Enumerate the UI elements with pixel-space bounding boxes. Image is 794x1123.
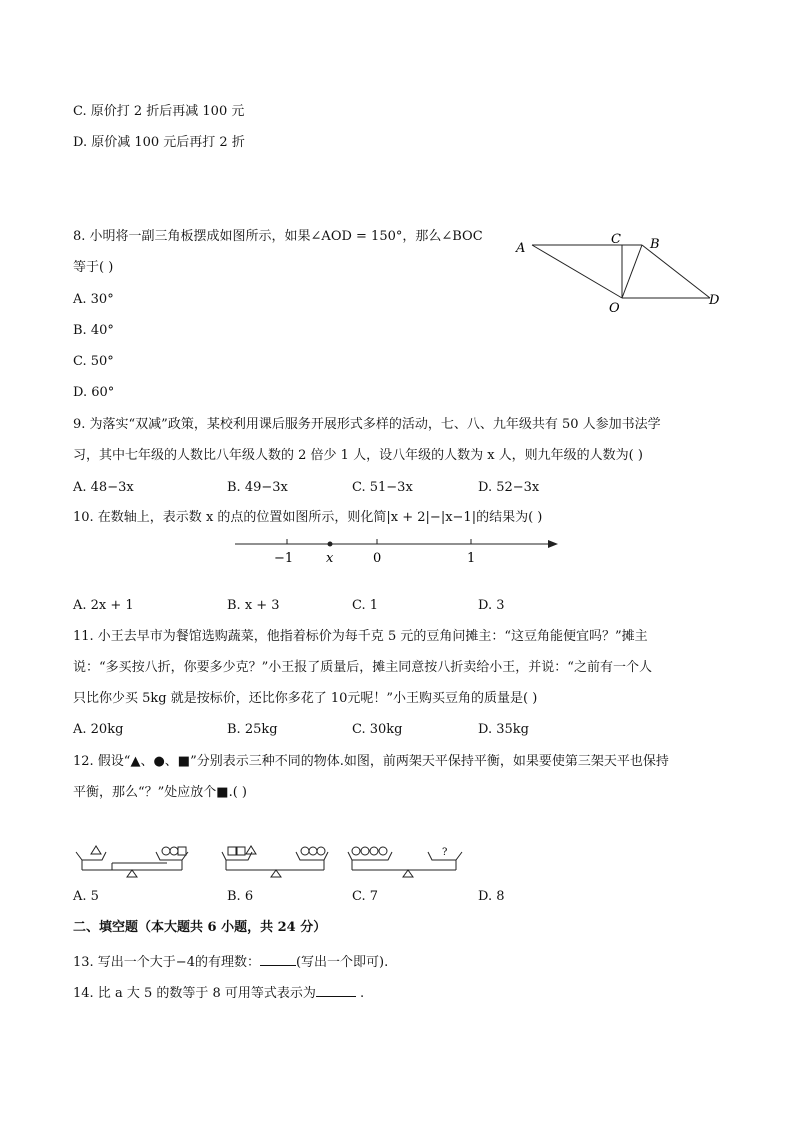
circle-object: [317, 847, 325, 855]
q10-axis-label-x: x: [326, 551, 334, 566]
q14-stem: [73, 982, 364, 1003]
circle-object: [162, 847, 170, 855]
q8-stem-line1: 8. 小明将一副三角板摆成如图所示，如果∠AOD = 150°，那么∠BOC: [73, 229, 483, 244]
q10-stem: 10. 在数轴上，表示数 x 的点的位置如图所示，则化简|x + 2|−|x−1|的结果为( ): [73, 510, 543, 525]
q11-option-d: D. 35kg: [478, 722, 529, 737]
q12-option-a: A. 5: [73, 889, 99, 904]
circle-object: [379, 847, 387, 855]
q10-option-c: C. 1: [352, 598, 379, 613]
q10-option-a: A. 2x + 1: [73, 598, 134, 613]
q8-option-a: A. 30°: [73, 292, 114, 307]
circle-object: [361, 847, 369, 855]
q9-option-a: A. 48−3x: [73, 480, 134, 495]
square-object: [228, 847, 236, 855]
q8-option-c: C. 50°: [73, 354, 114, 369]
q8-label-a: A: [516, 241, 526, 256]
triangle-object: [246, 846, 256, 854]
q12-option-d: D. 8: [478, 889, 505, 904]
q10-option-b: B. x + 3: [227, 598, 280, 613]
section-heading-fill-in: 二、填空题（本大题共 6 小题，共 24 分）: [73, 920, 327, 935]
q10-axis-label-1: 1: [467, 551, 476, 566]
triangle-object: [91, 846, 101, 854]
q12-option-c: C. 7: [352, 889, 379, 904]
q13-prefix: 13. 写出一个大于−4的有理数：: [73, 955, 260, 970]
q10-axis-label-0: 0: [373, 551, 382, 566]
q12-question-mark: ?: [442, 847, 448, 858]
circle-object: [309, 847, 317, 855]
q12-stem-line2: 平衡，那么“？”处应放个■.( ): [73, 785, 247, 800]
q8-label-b: B: [650, 237, 660, 252]
q14-suffix: .: [355, 986, 365, 1001]
q10-option-d: D. 3: [478, 598, 505, 613]
q9-option-b: B. 49−3x: [227, 480, 288, 495]
q8-triangle-figure: [510, 228, 730, 318]
q9-option-d: D. 52−3x: [478, 480, 540, 495]
q8-label-d: D: [709, 293, 720, 308]
q9-option-c: C. 51−3x: [352, 480, 413, 495]
circle-object: [301, 847, 309, 855]
q10-number-line: [230, 532, 565, 568]
q11-option-c: C. 30kg: [352, 722, 403, 737]
q13-stem: [73, 951, 388, 972]
q11-stem-line1: 11. 小王去早市为餐馆选购蔬菜，他指着标价为每千克 5 元的豆角问摊主：“这豆角能便宜吗？”摊主: [73, 629, 648, 644]
circle-object: [370, 847, 378, 855]
q10-axis-label-neg1: −1: [274, 551, 294, 566]
q8-option-b: B. 40°: [73, 323, 114, 338]
q14-prefix: 14. 比 a 大 5 的数等于 8 可用等式表示为: [73, 986, 316, 1001]
q13-answer-blank[interactable]: [260, 951, 296, 966]
square-object: [237, 847, 245, 855]
q12-balance-scales-figure: [70, 838, 470, 880]
q12-stem-line1: 12. 假设“▲、●、■”分别表示三种不同的物体.如图，前两架天平保持平衡，如果要使第三架天平也保持: [73, 754, 669, 769]
q8-label-c: C: [611, 232, 621, 247]
q9-stem-line2: 习，其中七年级的人数比八年级人数的 2 倍少 1 人，设八年级的人数为 x 人，则九年级的人数为( ): [73, 448, 643, 463]
q11-option-a: A. 20kg: [73, 722, 124, 737]
circle-object: [352, 847, 360, 855]
q8-stem-line2: 等于( ): [73, 260, 114, 275]
q8-label-o: O: [609, 301, 620, 316]
q13-suffix: (写出一个即可).: [295, 955, 389, 970]
q9-stem-line1: 9. 为落实“双减”政策，某校利用课后服务开展形式多样的活动，七、八、九年级共有 50 人参加书法学: [73, 417, 661, 432]
circle-object: [170, 847, 178, 855]
q7-option-d: D. 原价减 100 元后再打 2 折: [73, 135, 245, 150]
q8-option-d: D. 60°: [73, 385, 115, 400]
q7-option-c: C. 原价打 2 折后再减 100 元: [73, 104, 245, 119]
q11-stem-line2: 说：“多买按八折，你要多少克？”小王报了质量后，摊主同意按八折卖给小王，并说：“之前有一个人: [73, 660, 652, 675]
q11-stem-line3: 只比你少买 5kg 就是按标价，还比你多花了 10元呢！”小王购买豆角的质量是( ): [73, 691, 538, 706]
q12-option-b: B. 6: [227, 889, 254, 904]
q11-option-b: B. 25kg: [227, 722, 278, 737]
square-object: [178, 847, 186, 855]
q14-answer-blank[interactable]: [316, 982, 356, 997]
